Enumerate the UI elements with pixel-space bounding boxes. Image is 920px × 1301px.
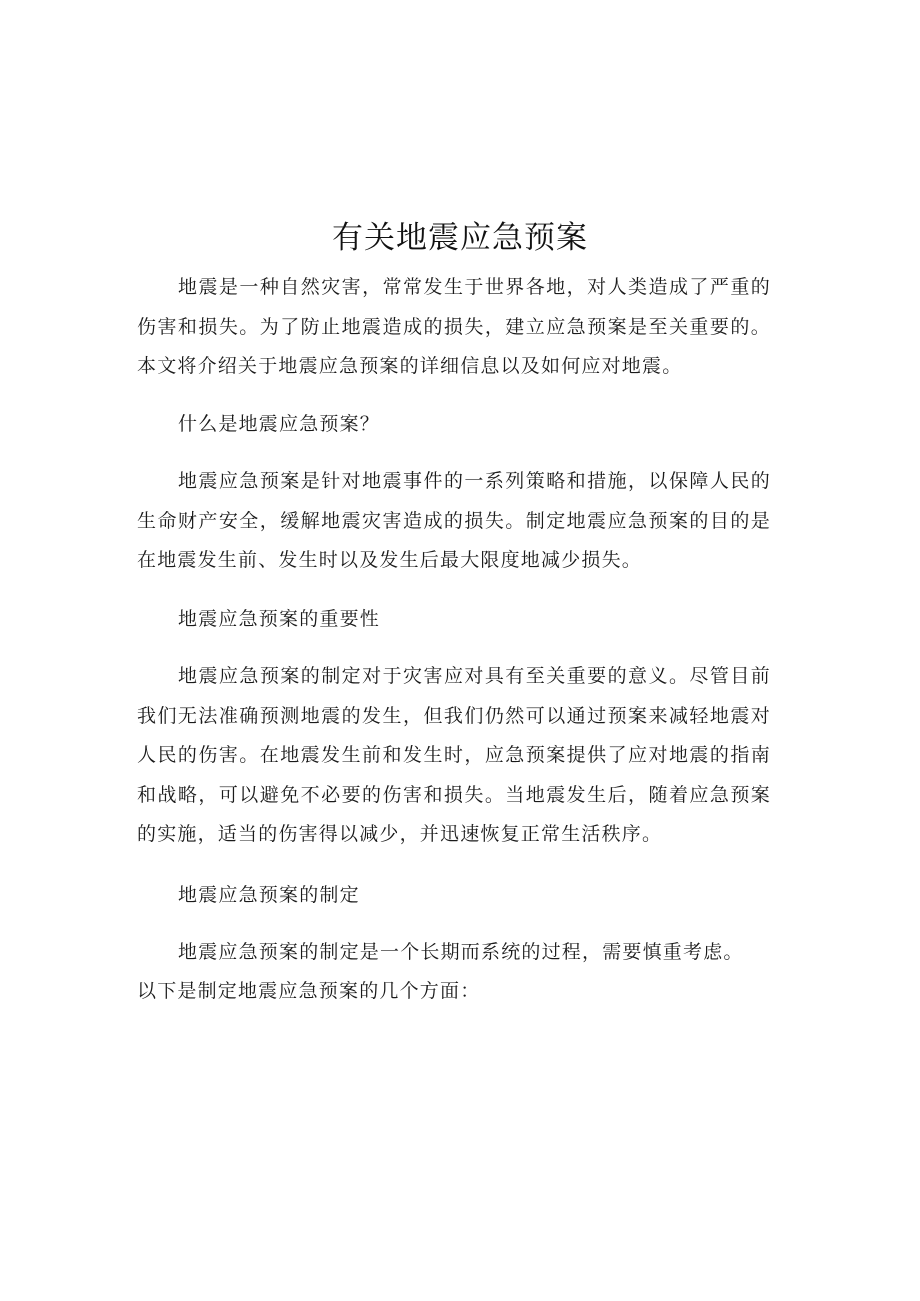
section-heading-importance: 地震应急预案的重要性 [178, 608, 381, 630]
section-body-formulation-continued: 以下是制定地震应急预案的几个方面： [137, 980, 481, 1002]
section-body-importance: 地震应急预案的制定对于灾害应对具有至关重要的意义。尽管目前我们无法准确预测地震的发生，但我们仍然可以通过预案来减轻地震对人民的伤害。在地震发生前和发生时，应急预案提供了应对地震的指南和战略，可以避免不必要的伤害和损失。当地震发生后，随着应急预案的实施，适当的伤害得以减少，并迅速恢复正常生活秩序。 [137, 665, 771, 845]
section-heading-what-is: 什么是地震应急预案？ [178, 413, 381, 435]
section-heading-formulation: 地震应急预案的制定 [178, 884, 360, 906]
section-body-what-is: 地震应急预案是针对地震事件的一系列策略和措施，以保障人民的生命财产安全，缓解地震灾害造成的损失。制定地震应急预案的目的是在地震发生前、发生时以及发生后最大限度地减少损失。 [137, 470, 771, 571]
document-title: 有关地震应急预案 [332, 220, 588, 256]
intro-paragraph: 地震是一种自然灾害，常常发生于世界各地，对人类造成了严重的伤害和损失。为了防止地震造成的损失，建立应急预案是至关重要的。本文将介绍关于地震应急预案的详细信息以及如何应对地震。 [137, 276, 771, 377]
section-body-formulation: 地震应急预案的制定是一个长期而系统的过程，需要慎重考虑。 [178, 941, 744, 963]
